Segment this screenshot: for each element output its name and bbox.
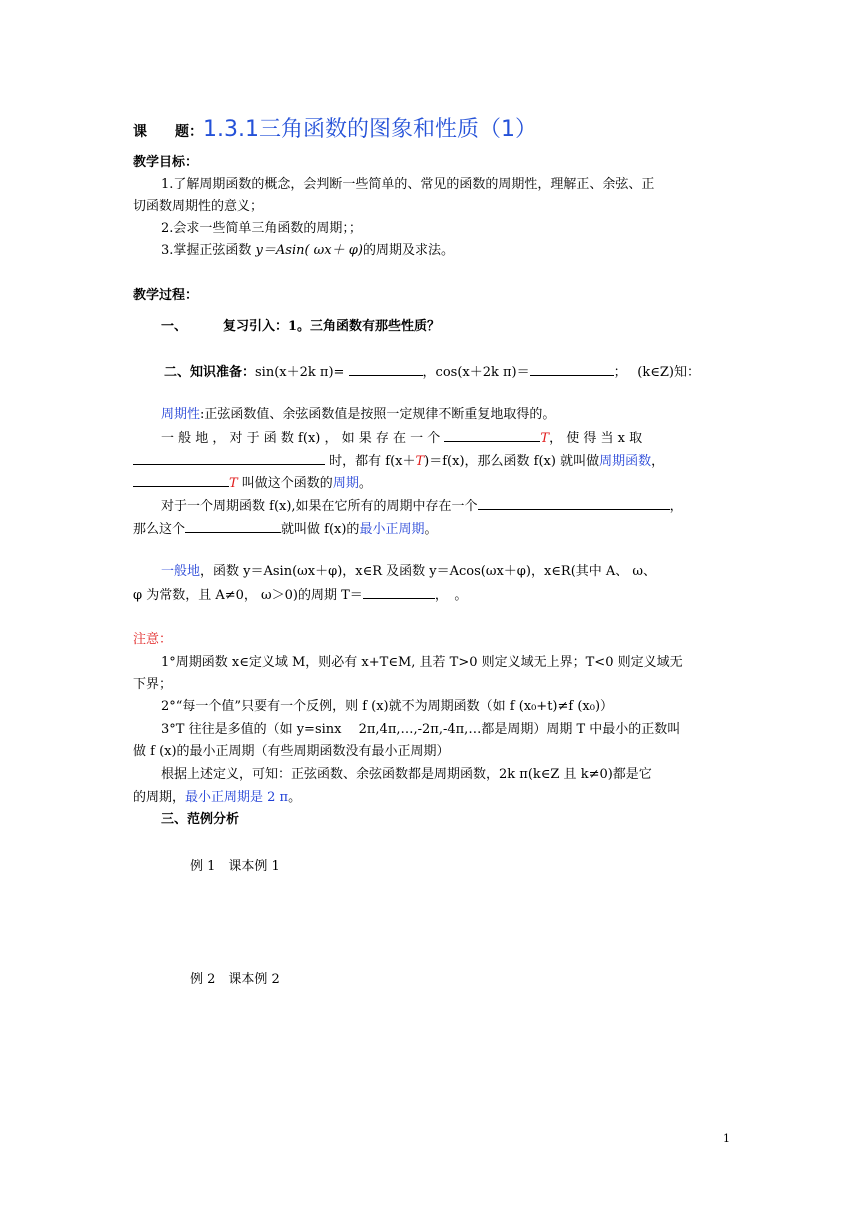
- prep-sin: sin(x＋2k π)=: [255, 365, 349, 380]
- periodicity-term: 周期性: [161, 407, 201, 422]
- min-period-2b: 就叫做 f(x)的: [281, 522, 360, 537]
- period-def-3-T: T: [229, 476, 238, 491]
- note-4-line1: 根据上述定义，可知：正弦函数、余弦函数都是周期函数，2k π(k∈Z 且 k≠0)都是它: [161, 767, 652, 782]
- review-line: [161, 318, 440, 336]
- example-2: 例 2 课本例 2: [190, 972, 280, 987]
- period-blank-3: [133, 474, 229, 487]
- min-period-2a: 那么这个: [133, 522, 186, 537]
- review-number: 一、: [161, 319, 188, 334]
- goal-item-2: 2.会求一些简单三角函数的周期；；: [161, 221, 362, 236]
- period-def-3b: 叫做这个函数的: [237, 476, 333, 491]
- process-heading: 教学过程：: [133, 288, 199, 303]
- note-4-line2: [133, 789, 301, 807]
- goal-item-3-pre: 3.掌握正弦函数: [161, 243, 256, 258]
- period-def-3-end: 。: [358, 476, 372, 491]
- period-def-2-T: T: [415, 454, 425, 469]
- period-def-2c: )＝f(x)，那么函数 f(x) 就叫做: [424, 454, 600, 469]
- min-period-1-end: ，: [669, 499, 683, 514]
- general-2b: ， 。: [434, 588, 468, 603]
- period-def-line-1: [161, 429, 642, 448]
- note-4-min-period: 最小正周期是 2 π: [185, 790, 289, 805]
- period-blank-2: [133, 452, 325, 465]
- periodicity-desc: :正弦函数值、余弦函数值是按照一定规律不断重复地取得的。: [200, 407, 556, 422]
- period-def-2b: 时，都有 f(x＋: [325, 454, 416, 469]
- prep-label: 二、知识准备：: [164, 365, 256, 380]
- general-blank: [363, 586, 435, 599]
- period-def-2d: ，: [651, 454, 665, 469]
- note-1-line1: 1°周期函数 x∈定义域 M，则必有 x+T∈M, 且若 T>0 则定义域无上界；T<0 则定义域无: [161, 655, 683, 670]
- note-4-end: 。: [288, 790, 302, 805]
- prep-end: ； (k∈Z)知：: [613, 365, 700, 380]
- goal-item-1-line2: 切函数周期性的意义；: [133, 199, 264, 214]
- general-line-2: [133, 586, 467, 605]
- general-2a: φ 为常数，且 A≠0， ω＞0)的周期 T＝: [133, 588, 363, 603]
- goal-item-3-post: 的周期及求法。: [362, 243, 454, 258]
- min-period-line-1: [161, 497, 683, 516]
- page-number: 1: [723, 1132, 730, 1145]
- periodic-function-term: 周期函数: [599, 454, 652, 469]
- period-def-1-T: T: [540, 431, 550, 446]
- note-3-line1: 3°T 往往是多值的（如 y=sinx 2π,4π,…,-2π,-4π,…都是周期）周期 T 中最小的正数叫: [161, 722, 681, 737]
- min-period-line-2: [133, 520, 437, 539]
- period-def-line-2: [133, 452, 664, 471]
- note-4-2a: 的周期，: [133, 790, 186, 805]
- goal-item-1-line1: 1.了解周期函数的概念，会判断一些简单的、常见的函数的周期性，理解正、余弦、正: [161, 177, 655, 192]
- period-def-1a: 一 般 地 ， 对 于 函 数 f(x) ， 如 果 存 在 一 个: [161, 431, 445, 446]
- min-period-term: 最小正周期: [359, 522, 425, 537]
- period-blank-1: [444, 429, 540, 442]
- periodicity-line: [161, 406, 555, 424]
- goal-item-3-formula: y＝Asin( ωx＋ φ): [255, 243, 363, 258]
- lesson-title: 1.3.1三角函数的图象和性质（1）: [203, 117, 537, 142]
- min-period-blank-1: [478, 497, 670, 510]
- knowledge-prep-line: [164, 363, 700, 382]
- note-1-line2: 下界；: [133, 677, 173, 692]
- period-def-line-3: [133, 474, 372, 493]
- general-term: 一般地: [161, 564, 201, 579]
- min-period-blank-2: [185, 520, 281, 533]
- review-text: 复习引入：1。三角函数有那些性质？: [223, 319, 441, 334]
- examples-heading: 三、范例分析: [161, 812, 240, 827]
- min-period-1a: 对于一个周期函数 f(x),如果在它所有的周期中存在一个: [161, 499, 478, 514]
- lesson-label: 课 题：: [133, 124, 203, 140]
- period-term: 周期: [332, 476, 359, 491]
- general-line-1: [161, 563, 656, 581]
- prep-blank-1: [349, 363, 423, 376]
- example-1: 例 1 课本例 1: [190, 859, 280, 874]
- note-3-line2: 做 f (x)的最小正周期（有些周期函数没有最小正周期）: [133, 744, 450, 759]
- goals-heading: 教学目标：: [133, 155, 199, 170]
- period-def-1b: ， 使 得 当 x 取: [549, 431, 643, 446]
- goal-item-3: [161, 242, 454, 260]
- notes-heading: 注意：: [133, 632, 173, 647]
- prep-blank-2: [530, 363, 614, 376]
- min-period-2-end: 。: [424, 522, 438, 537]
- lesson-title-line: [133, 117, 537, 146]
- note-2: 2°“每一个值”只要有一个反例，则 f (x)就不为周期函数（如 f (x₀+t)≠f (x₀)）: [161, 699, 614, 714]
- general-1: ，函数 y＝Asin(ωx＋φ)，x∈R 及函数 y＝Acos(ωx＋φ)，x∈R(其中 A、 ω、: [200, 564, 657, 579]
- prep-cos: ，cos(x＋2k π)＝: [422, 365, 530, 380]
